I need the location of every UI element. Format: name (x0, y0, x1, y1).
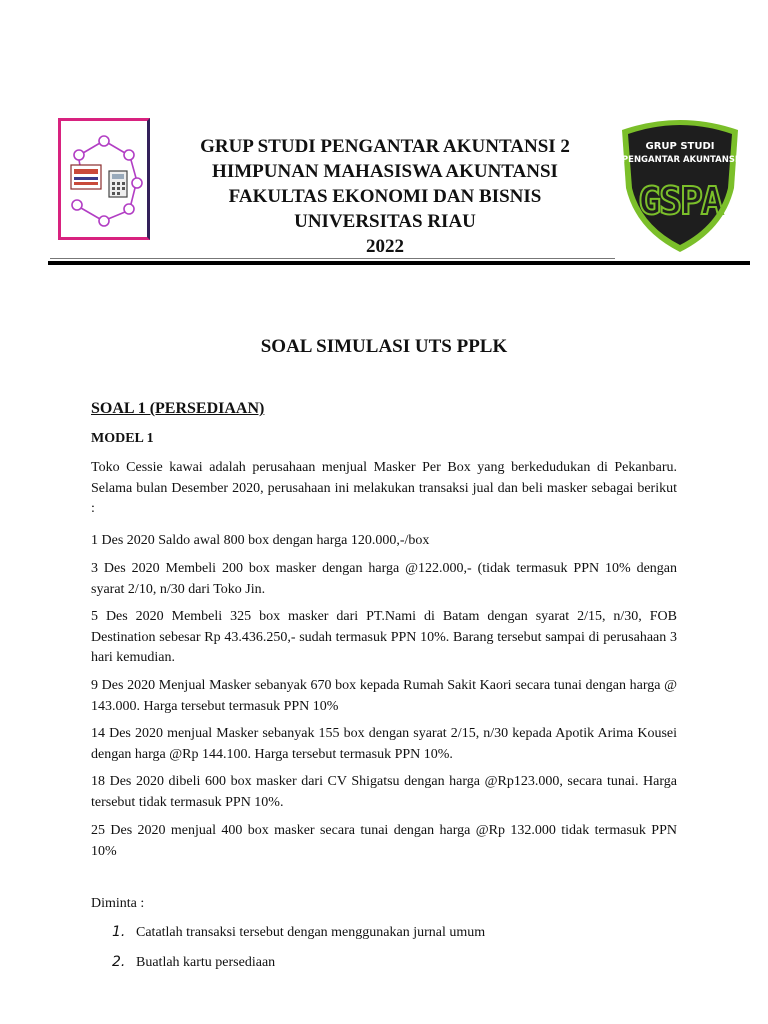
hima-akuntansi-logo-icon (58, 118, 150, 240)
task-text: Catatlah transaksi tersebut dengan menggunakan jurnal umum (136, 925, 486, 940)
section-title: SOAL 1 (PERSEDIAAN) (91, 400, 265, 417)
task-number: 1. (112, 924, 126, 940)
header-line-himpunan: HIMPUNAN MAHASISWA AKUNTANSI (212, 161, 558, 182)
transaction-6: 18 Des 2020 dibeli 600 box masker dari CV Shigatsu dengan harga @Rp123.000, secara tunai. Harga tersebut tidak termasuk PPN 10%. (91, 774, 677, 810)
header-line-group: GRUP STUDI PENGANTAR AKUNTANSI 2 (200, 136, 570, 157)
header-line-fakultas: FAKULTAS EKONOMI DAN BISNIS (228, 186, 542, 207)
transaction-1: 1 Des 2020 Saldo awal 800 box dengan harga 120.000,-/box (91, 533, 430, 548)
task-item (112, 924, 485, 941)
transaction-3: 5 Des 2020 Membeli 325 box masker dari PT.Nami di Batam dengan syarat 2/15, n/30, FOB Destination sebesar Rp 43.436.250,- sudah termasuk PPN 10%. Barang tersebut sampai di perusahaan 3 hari kemudian. (91, 609, 677, 665)
transaction-5: 14 Des 2020 menjual Masker sebanyak 155 box dengan syarat 2/15, n/30 kepada Apotik Arima Kousei dengan harga @Rp 144.100. Harga tersebut termasuk PPN 10%. (91, 726, 677, 762)
header-line-year: 2022 (366, 236, 404, 257)
gspa-logo-line2: PENGANTAR AKUNTANSI (621, 155, 739, 165)
gspa-logo-line1: GRUP STUDI (645, 141, 715, 152)
gspa-shield-logo-icon (612, 116, 748, 256)
header-divider-thin (50, 258, 615, 259)
diminta-label: Diminta : (91, 896, 145, 911)
transaction-7: 25 Des 2020 menjual 400 box masker secara tunai dengan harga @Rp 132.000 tidak termasuk PPN 10% (91, 823, 677, 859)
gspa-logo-mark: GSPA (638, 179, 722, 223)
transaction-4: 9 Des 2020 Menjual Masker sebanyak 670 box kepada Rumah Sakit Kaori secara tunai dengan harga @ 143.000. Harga tersebut termasuk PPN 10% (91, 678, 677, 714)
header-line-university: UNIVERSITAS RIAU (294, 211, 476, 232)
transaction-2: 3 Des 2020 Membeli 200 box masker dengan harga @122.000,- (tidak termasuk PPN 10% dengan syarat 2/10, n/30 dari Toko Jin. (91, 561, 677, 597)
task-number: 2. (112, 954, 126, 970)
intro-paragraph: Toko Cessie kawai adalah perusahaan menjual Masker Per Box yang berkedudukan di Pekanbaru. Selama bulan Desember 2020, perusahaan ini melakukan transaksi jual dan beli masker sebagai berikut : (91, 460, 677, 516)
organization-header (160, 134, 610, 259)
document-title: SOAL SIMULASI UTS PPLK (260, 336, 508, 357)
header-divider-thick (48, 261, 750, 265)
task-text: Buatlah kartu persediaan (136, 955, 276, 970)
model-title: MODEL 1 (91, 431, 154, 446)
task-item (112, 954, 275, 971)
